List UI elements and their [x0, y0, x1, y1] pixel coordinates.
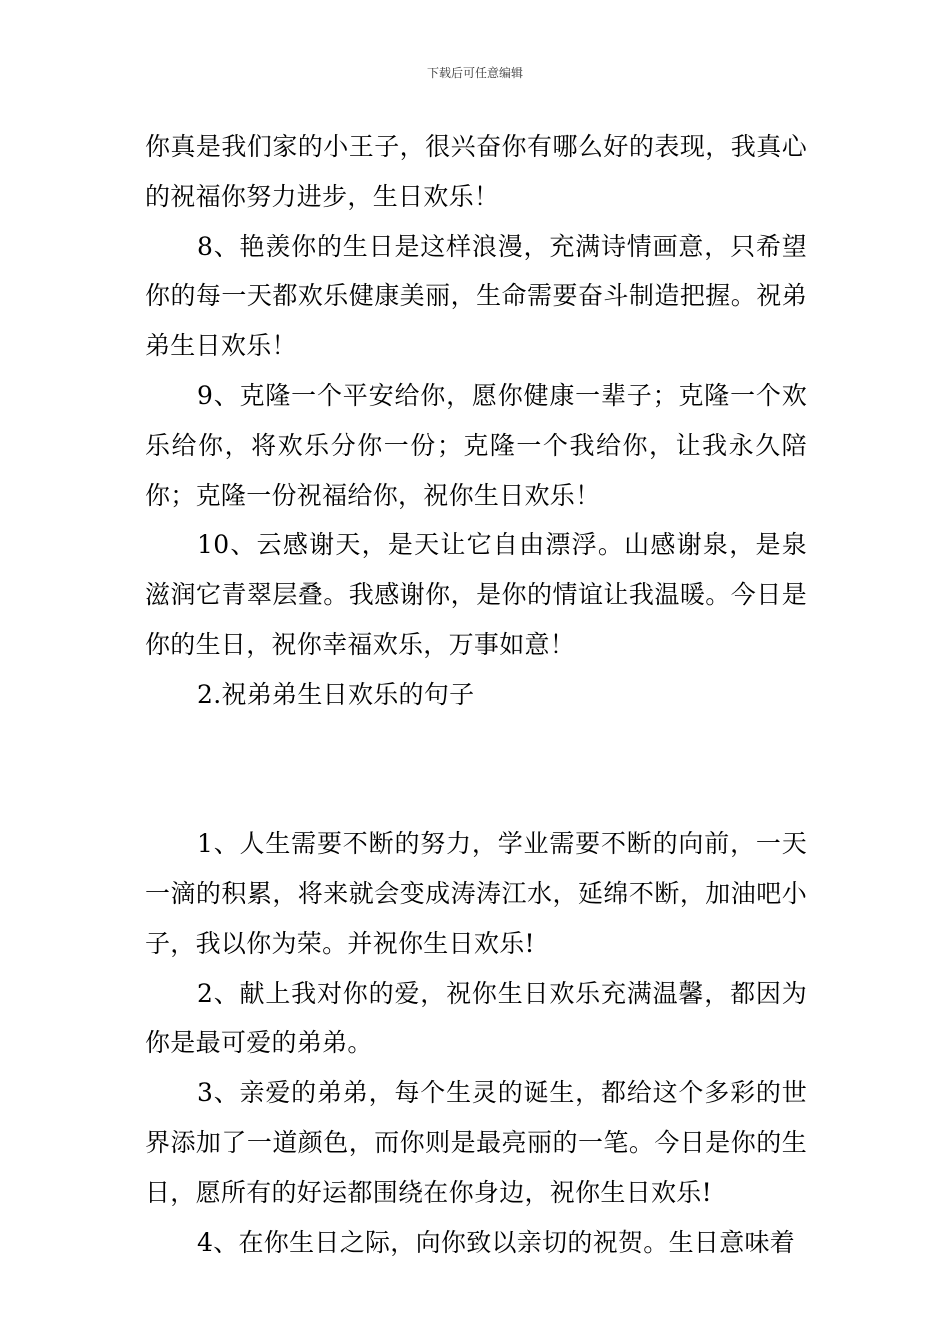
paragraph-item-10: 10、云感谢天，是天让它自由漂浮。山感谢泉，是泉滋润它青翠层叠。我感谢你，是你的情谊让我温暖。今日是你的生日，祝你幸福欢乐，万事如意！ — [145, 530, 807, 659]
page-header: 下载后可任意编辑 — [426, 66, 523, 80]
paragraph-item-8: 8、艳羡你的生日是这样浪漫，充满诗情画意，只希望你的每一天都欢乐健康美丽，生命需要奋斗制造把握。祝弟弟生日欢乐！ — [145, 231, 807, 361]
paragraph-item-2: 2、献上我对你的爱，祝你生日欢乐充满温馨，都因为你是最可爱的弟弟。 — [145, 978, 807, 1058]
paragraph-item-4: 4、在你生日之际，向你致以亲切的祝贺。生日意味着 — [197, 1227, 796, 1257]
paragraph-item-9: 9、克隆一个平安给你，愿你健康一辈子；克隆一个欢乐给你，将欢乐分你一份；克隆一个我给你，让我永久陪你；克隆一份祝福给你，祝你生日欢乐！ — [145, 380, 807, 510]
paragraph-continuation: 你真是我们家的小王子，很兴奋你有哪么好的表现，我真心的祝福你努力进步，生日欢乐！ — [145, 132, 807, 211]
section-heading: 2.祝弟弟生日欢乐的句子 — [197, 679, 475, 709]
paragraph-item-1: 1、人生需要不断的努力，学业需要不断的向前，一天一滴的积累，将来就会变成涛涛江水，延绵不断，加油吧小子，我以你为荣。并祝你生日欢乐! — [145, 829, 807, 958]
paragraph-item-3: 3、亲爱的弟弟，每个生灵的诞生，都给这个多彩的世界添加了一道颜色，而你则是最亮丽的一笔。今日是你的生日，愿所有的好运都围绕在你身边，祝你生日欢乐! — [145, 1078, 807, 1207]
blank-spacer — [145, 720, 807, 820]
document-body — [145, 122, 807, 1267]
